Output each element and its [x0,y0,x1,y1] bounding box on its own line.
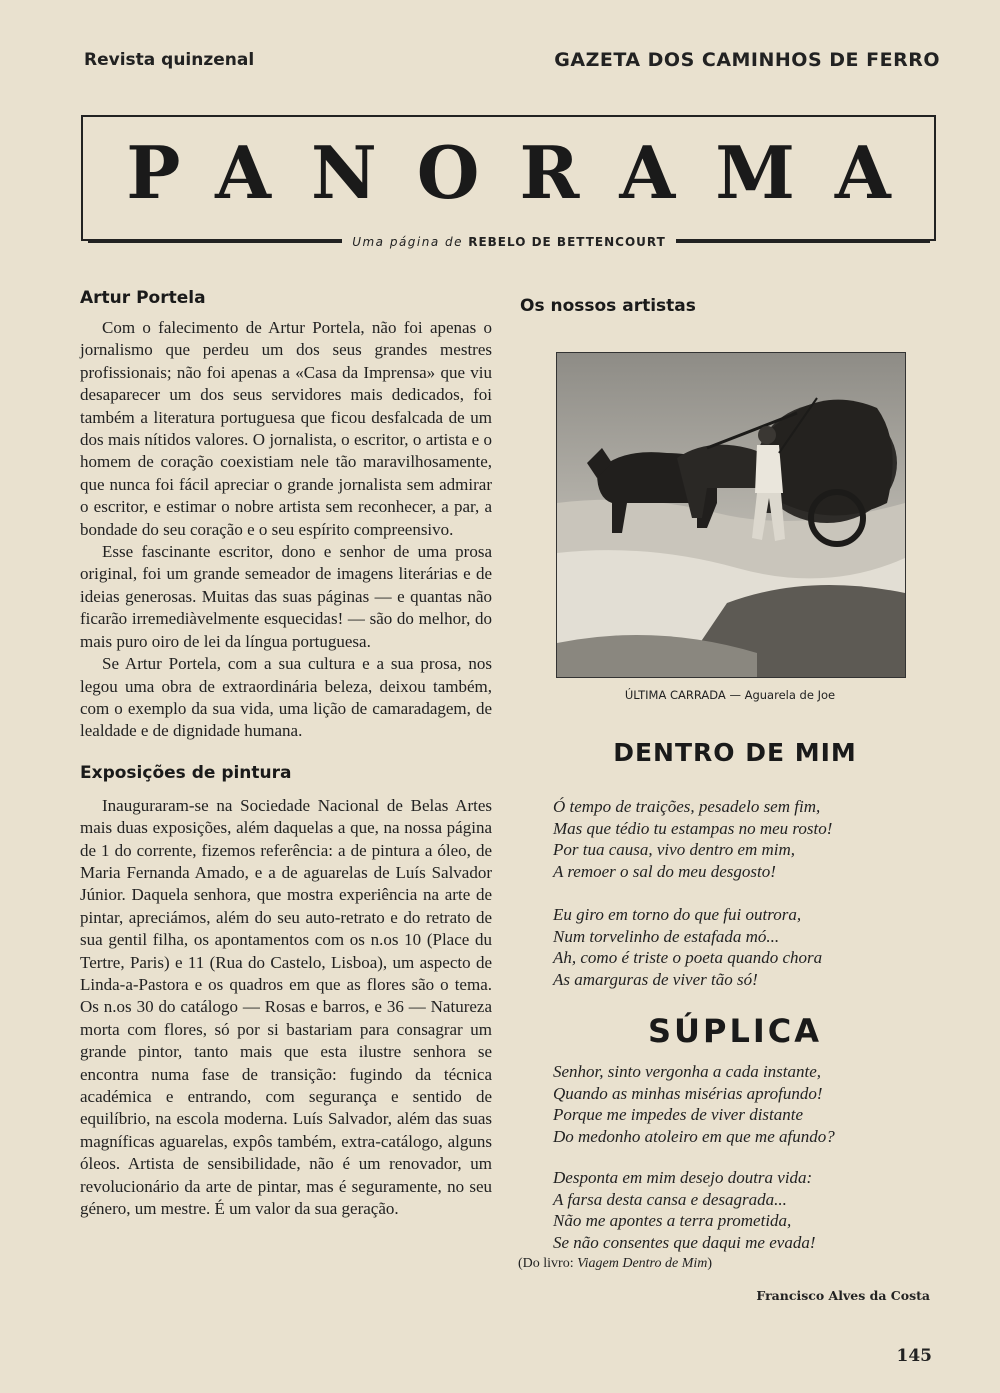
source-prefix: (Do livro: [518,1256,574,1271]
poem-line: Não me apontes a terra prometida, [553,1211,792,1230]
banner-byline [342,235,676,249]
byline-rule-left [88,241,342,243]
byline-author: REBELO DE BETTENCOURT [468,235,666,249]
poem-line: A remoer o sal do meu desgosto! [553,861,776,881]
page-number: 145 [896,1346,932,1366]
poem-line: Eu giro em torno do que fui outrora, [553,905,802,924]
poem-suplica [553,1061,953,1253]
poem-line: Ó tempo de traições, pesadelo sem fim, [553,797,821,816]
poem-title-dentro-de-mim: DENTRO DE MIM [613,738,857,767]
poem-line: Desponta em mim desejo doutra vida: [553,1168,813,1187]
poem-title-suplica: SÚPLICA [647,1012,823,1050]
banner-byline-row [88,232,930,252]
poem-line: As amarguras de viver tão só! [553,969,758,989]
poem-line: Ah, como é triste o poeta quando chora [553,948,823,967]
article-paragraph: Inauguraram-se na Sociedade Nacional de Belas Artes mais duas exposições, além daquelas a que, na nossa página de 1 do corrente, fizemos referência: a de pintura a óleo, de Maria Fernanda Amado, e a de aguarelas de Luís Salvador Júnior. Daquela senhora, que mostra experiência na arte de pintar, apreciámos, além do seu auto-retrato e do retrato de sua gentil filha, os apontamentos com os n.os 10 (Place du Tertre, Paris) e 11 (Rua do Castelo, Lisboa), um aspecto de Linda-a-Pastora e os quadros em que as flores são o tema. Os n.os 30 do catálogo — Rosas e barros, e 36 — Natureza morta com flores, só por si bastariam para consagrar um grande pintor, tanto mais que esta ilustre senhora se encontra numa fase de transição: fugindo da técnica académica e entrando, com segurança e sentido de equilíbrio, na escola moderna. Luís Salvador, além das suas magníficas aguarelas, expôs também, extra-catálogo, alguns óleos. Artista de sensibilidade, não é um renovador, um revolucionário da arte de pintar, mas é seguramente, no seu género, um mestre. É um valor da sua geração. [80,795,492,1219]
poem-line: Num torvelinho de estafada mó... [553,926,780,946]
poem-line: A farsa desta cansa e desagrada... [553,1189,787,1209]
oxcart-painting-image [556,352,906,678]
banner-title: PANORAMA [126,130,931,215]
source-suffix: ) [707,1256,713,1271]
article-paragraph: Com o falecimento de Artur Portela, não foi apenas o jornalismo que perdeu um dos seus grandes mestres profissionais; não foi apenas a «Casa da Imprensa» que viu desaparecer um dos seus servidores mais dedicados, foi também a literatura portuguesa que ficou desfalcada de um dos mais nítidos valores. O jornalista, o escritor, o artista e o homem de coração coexistiam nele tão maravilhosamente, que nunca foi fácil apreciar o grande jornalista sem admirar o escritor, e estimar o nobre artista sem reconhecer, a par, a bondade do seu coração e o seu espírito compreensivo. [80,318,492,539]
byline-rule-right [676,241,930,243]
poem-line: Mas que tédio tu estampas no meu rosto! [553,818,833,838]
section-title-artists: Os nossos artistas [520,296,696,316]
poem-line: Se não consentes que daqui me evada! [553,1232,816,1252]
article-paragraph: Esse fascinante escritor, dono e senhor de uma prosa original, foi um grande semeador de imagens literárias e de ideias generosas. Muitas das suas páginas — e quantas não ficarão irremediàvelmente esquecidas! — são do melhor, do mais puro oiro de lei da língua portuguesa. [80,542,492,651]
right-column [520,296,940,316]
poem-author: Francisco Alves da Costa [756,1288,930,1303]
painting-illustration [557,353,905,677]
source-book-title: Viagem Dentro de Mim [577,1256,708,1271]
header-periodicity: Revista quinzenal [84,50,255,70]
article-title-artur-portela: Artur Portela [80,288,206,308]
poem-line: Por tua causa, vivo dentro em mim, [553,840,796,859]
article-title-exposicoes: Exposições de pintura [80,762,292,783]
poem-line: Senhor, sinto vergonha a cada instante, [553,1062,822,1081]
left-column [80,288,492,1220]
poem-source [518,1256,712,1272]
header-publication-title: GAZETA DOS CAMINHOS DE FERRO [554,49,940,71]
article-paragraph: Se Artur Portela, com a sua cultura e a sua prosa, nos legou uma obra de extraordinária beleza, deixou também, com o exemplo da sua vida, uma lição de camaradagem, de lealdade e de dignidade humana. [80,654,492,741]
poem-line: Do medonho atoleiro em que me afundo? [553,1126,835,1146]
image-caption: ÚLTIMA CARRADA — Aguarela de Joe [624,688,836,702]
poem-dentro-de-mim [553,796,953,990]
byline-prefix: Uma página de [352,235,464,249]
panorama-banner [81,115,936,241]
poem-line: Quando as minhas misérias aprofundo! [553,1083,823,1103]
poem-line: Porque me impedes de viver distante [553,1105,804,1124]
